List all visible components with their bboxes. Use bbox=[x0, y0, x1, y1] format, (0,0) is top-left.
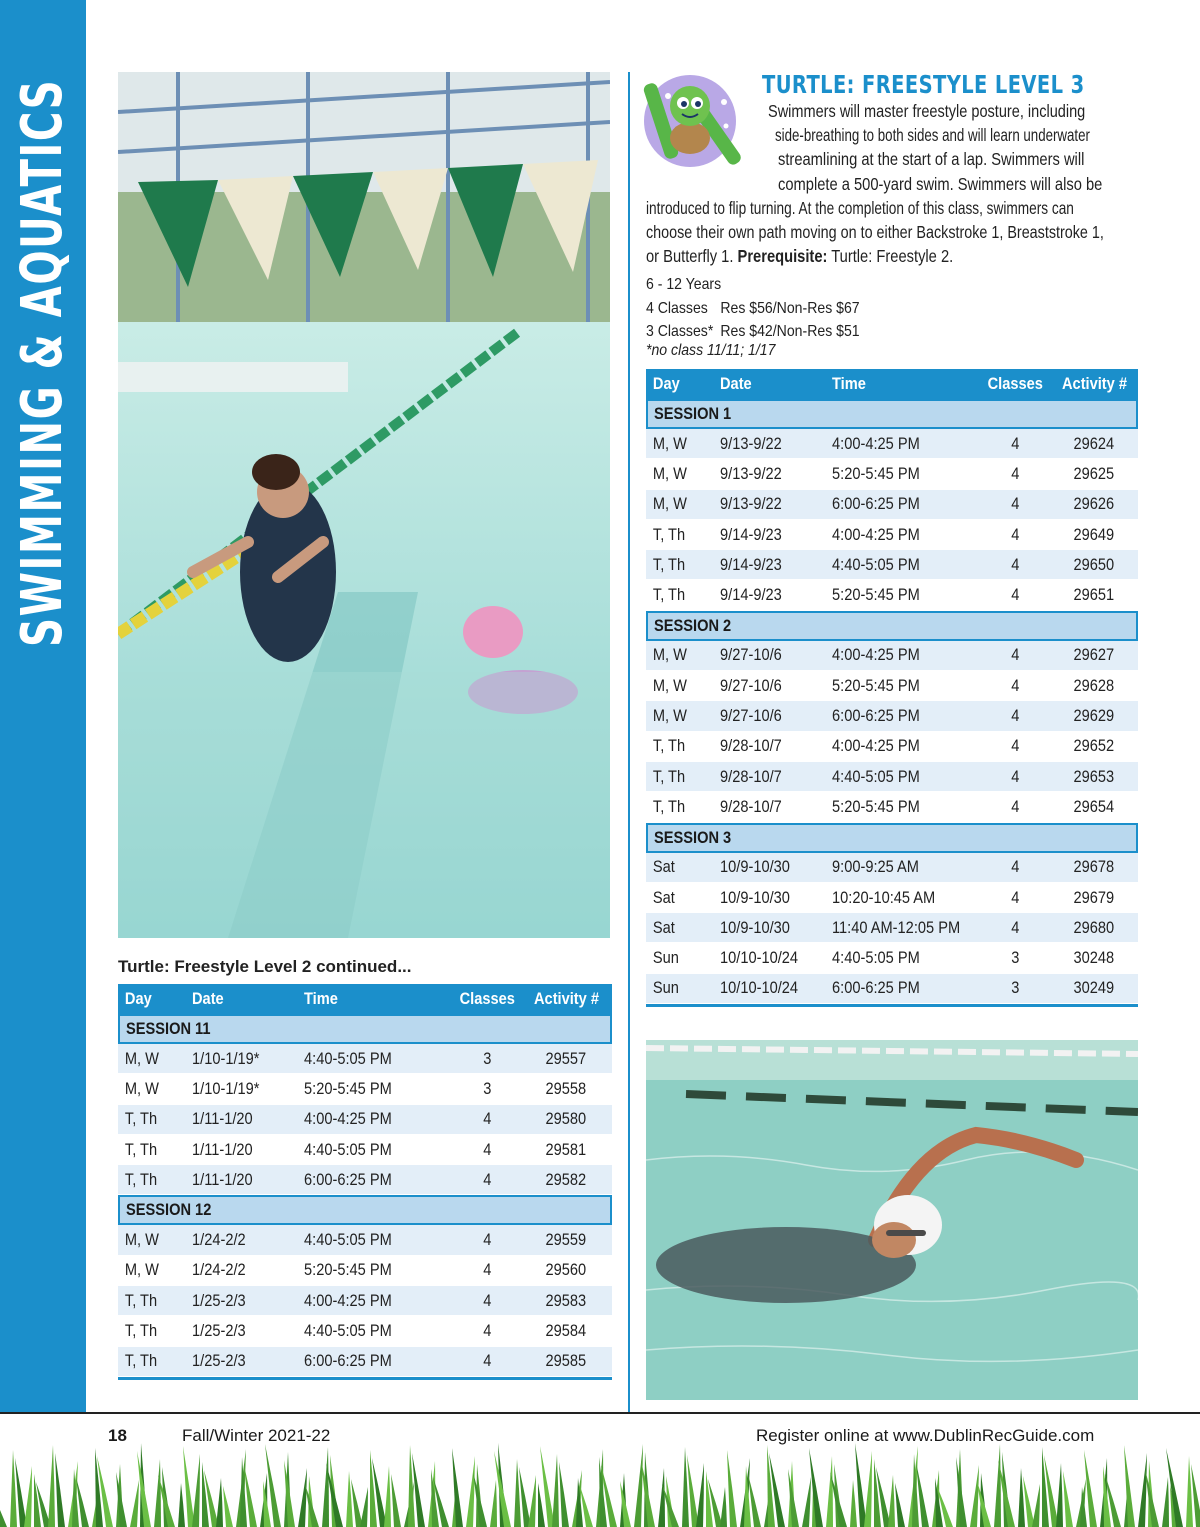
cell-time: 4:00-4:25 PM bbox=[304, 1290, 392, 1310]
cell-activity: 29625 bbox=[1073, 463, 1115, 483]
table-row bbox=[118, 1225, 612, 1255]
cell-time: 6:00-6:25 PM bbox=[832, 706, 920, 726]
cell-classes: 4 bbox=[1011, 917, 1020, 937]
cell-classes: 4 bbox=[1011, 494, 1020, 514]
cell-date: 10/9-10/30 bbox=[720, 857, 790, 877]
session-header bbox=[646, 399, 1138, 429]
table-row bbox=[646, 732, 1138, 762]
cell-date: 9/14-9/23 bbox=[720, 524, 782, 544]
cell-time: 4:40-5:05 PM bbox=[304, 1048, 392, 1068]
pricing-price: Res $56/Non-Res $67 bbox=[720, 300, 860, 317]
cell-day: T, Th bbox=[652, 766, 686, 786]
cell-date: 1/11-1/20 bbox=[192, 1169, 253, 1189]
cell-date: 1/11-1/20 bbox=[192, 1139, 253, 1159]
cell-classes: 4 bbox=[483, 1230, 492, 1250]
cell-day: Sun bbox=[652, 978, 679, 998]
table-row bbox=[118, 1165, 612, 1195]
cell-classes: 4 bbox=[1011, 645, 1020, 665]
table-header-row bbox=[646, 369, 1138, 399]
cell-activity: 29653 bbox=[1073, 766, 1115, 786]
cell-classes: 4 bbox=[1011, 887, 1020, 907]
cell-day: T, Th bbox=[124, 1139, 158, 1159]
cell-activity: 29557 bbox=[545, 1048, 587, 1068]
cell-day: Sat bbox=[652, 857, 675, 877]
cell-classes: 4 bbox=[1011, 433, 1020, 453]
cell-time: 4:40-5:05 PM bbox=[832, 766, 920, 786]
grass-decoration bbox=[0, 1440, 1200, 1527]
cell-day: Sat bbox=[652, 917, 675, 937]
cell-time: 4:40-5:05 PM bbox=[304, 1139, 392, 1159]
footer-season: Fall/Winter 2021-22 bbox=[182, 1426, 331, 1445]
description-line: complete a 500-yard swim. Swimmers will also be bbox=[778, 174, 1103, 194]
description-prereq-line bbox=[646, 246, 953, 267]
table-row bbox=[118, 1105, 612, 1135]
cell-time: 4:40-5:05 PM bbox=[304, 1230, 392, 1250]
cell-classes: 3 bbox=[483, 1048, 492, 1068]
cell-classes: 4 bbox=[1011, 766, 1020, 786]
cell-time: 4:40-5:05 PM bbox=[304, 1321, 392, 1341]
cell-classes: 3 bbox=[483, 1078, 492, 1098]
cell-activity: 29649 bbox=[1073, 524, 1115, 544]
session-header bbox=[646, 823, 1138, 853]
cell-day: M, W bbox=[652, 433, 687, 453]
cell-date: 9/13-9/22 bbox=[720, 463, 782, 483]
cell-date: 9/13-9/22 bbox=[720, 433, 782, 453]
cell-date: 1/25-2/3 bbox=[192, 1321, 246, 1341]
cell-time: 5:20-5:45 PM bbox=[832, 675, 920, 695]
page-number: 18 bbox=[108, 1426, 127, 1445]
header-classes: Classes bbox=[987, 374, 1043, 393]
cell-activity: 29583 bbox=[545, 1290, 587, 1310]
cell-activity: 29558 bbox=[545, 1078, 587, 1098]
cell-classes: 4 bbox=[1011, 796, 1020, 816]
cell-time: 5:20-5:45 PM bbox=[832, 585, 920, 605]
header-day: Day bbox=[652, 374, 680, 393]
cell-date: 1/10-1/19* bbox=[192, 1048, 260, 1068]
cell-classes: 4 bbox=[1011, 463, 1020, 483]
footer-rule bbox=[0, 1412, 1200, 1414]
pricing-classes: 3 Classes* bbox=[646, 323, 714, 340]
prerequisite-label: Prerequisite: bbox=[737, 246, 828, 266]
cell-date: 9/14-9/23 bbox=[720, 554, 782, 574]
footer-register-link[interactable]: Register online at www.DublinRecGuide.com bbox=[756, 1426, 1095, 1445]
schedule-table-level-2-continued bbox=[118, 984, 612, 1380]
cell-activity: 29629 bbox=[1073, 706, 1115, 726]
cell-date: 10/10-10/24 bbox=[720, 978, 799, 998]
table-row bbox=[646, 883, 1138, 913]
cell-classes: 4 bbox=[483, 1109, 492, 1129]
cell-classes: 4 bbox=[483, 1321, 492, 1341]
cell-activity: 29678 bbox=[1073, 857, 1115, 877]
table-row bbox=[118, 1286, 612, 1316]
cell-classes: 4 bbox=[1011, 585, 1020, 605]
cell-activity: 29582 bbox=[545, 1169, 587, 1189]
cell-time: 6:00-6:25 PM bbox=[832, 494, 920, 514]
cell-classes: 4 bbox=[483, 1351, 492, 1371]
cell-time: 5:20-5:45 PM bbox=[304, 1260, 392, 1280]
cell-time: 4:00-4:25 PM bbox=[832, 736, 920, 756]
header-classes: Classes bbox=[459, 989, 515, 1008]
description-line: choose their own path moving on to either Backstroke 1, Breaststroke 1, bbox=[646, 222, 1104, 242]
cell-activity: 29580 bbox=[545, 1109, 587, 1129]
cell-activity: 29559 bbox=[545, 1230, 587, 1250]
table-row bbox=[646, 974, 1138, 1004]
table-row bbox=[118, 1347, 612, 1377]
cell-day: M, W bbox=[652, 706, 687, 726]
description-line: side-breathing to both sides and will learn underwater bbox=[775, 125, 1090, 145]
cell-classes: 4 bbox=[1011, 857, 1020, 877]
table-row bbox=[646, 520, 1138, 550]
cell-activity: 29581 bbox=[545, 1139, 587, 1159]
description-line: or Butterfly 1. bbox=[646, 246, 734, 266]
cell-time: 4:00-4:25 PM bbox=[304, 1109, 392, 1129]
table-row bbox=[646, 429, 1138, 459]
column-divider bbox=[628, 72, 630, 1412]
cell-day: T, Th bbox=[652, 736, 686, 756]
cell-day: M, W bbox=[652, 463, 687, 483]
cell-day: Sun bbox=[652, 948, 679, 968]
cell-day: T, Th bbox=[124, 1290, 158, 1310]
cell-date: 1/24-2/2 bbox=[192, 1230, 246, 1250]
table-row bbox=[646, 913, 1138, 943]
cell-activity: 29560 bbox=[545, 1260, 587, 1280]
header-activity: Activity # bbox=[534, 989, 600, 1008]
table-header-row bbox=[118, 984, 612, 1014]
description-line: Swimmers will master freestyle posture, including bbox=[768, 101, 1086, 121]
cell-time: 10:20-10:45 AM bbox=[832, 887, 936, 907]
table-row bbox=[118, 1074, 612, 1104]
session-name: SESSION 1 bbox=[654, 404, 732, 423]
cell-day: M, W bbox=[652, 494, 687, 514]
cell-date: 1/25-2/3 bbox=[192, 1290, 246, 1310]
table-row bbox=[646, 490, 1138, 520]
description-line: streamlining at the start of a lap. Swimmers will bbox=[778, 149, 1085, 169]
cell-date: 10/9-10/30 bbox=[720, 917, 790, 937]
cell-day: M, W bbox=[124, 1260, 159, 1280]
cell-time: 5:20-5:45 PM bbox=[304, 1078, 392, 1098]
pricing-classes: 4 Classes bbox=[646, 300, 708, 317]
cell-classes: 4 bbox=[1011, 524, 1020, 544]
table-row bbox=[646, 792, 1138, 822]
cell-date: 1/25-2/3 bbox=[192, 1351, 246, 1371]
schedule-table-level-3 bbox=[646, 369, 1138, 1007]
table-row bbox=[646, 762, 1138, 792]
table-row bbox=[118, 1256, 612, 1286]
cell-time: 4:00-4:25 PM bbox=[832, 645, 920, 665]
table-row bbox=[118, 1135, 612, 1165]
cell-time: 6:00-6:25 PM bbox=[832, 978, 920, 998]
cell-day: T, Th bbox=[124, 1109, 158, 1129]
prerequisite-value: Turtle: Freestyle 2. bbox=[831, 246, 954, 266]
section-spine bbox=[0, 0, 86, 1412]
description-line: introduced to flip turning. At the completion of this class, swimmers can bbox=[646, 198, 1074, 218]
cell-classes: 4 bbox=[483, 1139, 492, 1159]
cell-classes: 4 bbox=[1011, 736, 1020, 756]
cell-activity: 29585 bbox=[545, 1351, 587, 1371]
cell-classes: 4 bbox=[483, 1290, 492, 1310]
cell-time: 4:00-4:25 PM bbox=[832, 433, 920, 453]
pool-lesson-photo bbox=[118, 72, 610, 938]
cell-activity: 29652 bbox=[1073, 736, 1115, 756]
schedule-note: *no class 11/11; 1/17 bbox=[646, 342, 776, 359]
cell-day: T, Th bbox=[124, 1169, 158, 1189]
cell-activity: 29628 bbox=[1073, 675, 1115, 695]
age-range: 6 - 12 Years bbox=[646, 276, 722, 293]
cell-day: M, W bbox=[124, 1048, 159, 1068]
spine-title: SWIMMING & AQUATICS bbox=[10, 78, 75, 648]
cell-classes: 4 bbox=[1011, 675, 1020, 695]
header-activity: Activity # bbox=[1062, 374, 1128, 393]
header-time: Time bbox=[832, 374, 866, 393]
cell-day: T, Th bbox=[652, 524, 686, 544]
header-time: Time bbox=[304, 989, 338, 1008]
cell-activity: 29651 bbox=[1073, 585, 1115, 605]
header-date: Date bbox=[720, 374, 752, 393]
cell-time: 6:00-6:25 PM bbox=[304, 1351, 392, 1371]
cell-date: 10/10-10/24 bbox=[720, 948, 799, 968]
table-row bbox=[646, 641, 1138, 671]
table-row bbox=[118, 1044, 612, 1074]
cell-date: 1/11-1/20 bbox=[192, 1109, 253, 1129]
cell-time: 4:40-5:05 PM bbox=[832, 554, 920, 574]
table-row bbox=[646, 701, 1138, 731]
continued-table-caption: Turtle: Freestyle Level 2 continued... bbox=[118, 957, 412, 976]
cell-time: 4:00-4:25 PM bbox=[832, 524, 920, 544]
cell-classes: 3 bbox=[1011, 948, 1020, 968]
cell-activity: 29626 bbox=[1073, 494, 1115, 514]
session-header bbox=[118, 1195, 612, 1225]
cell-date: 9/14-9/23 bbox=[720, 585, 782, 605]
pricing-row bbox=[646, 300, 860, 318]
table-bottom-rule bbox=[118, 1377, 612, 1380]
cell-time: 5:20-5:45 PM bbox=[832, 796, 920, 816]
cell-time: 5:20-5:45 PM bbox=[832, 463, 920, 483]
cell-time: 6:00-6:25 PM bbox=[304, 1169, 392, 1189]
table-row bbox=[646, 580, 1138, 610]
cell-time: 11:40 AM-12:05 PM bbox=[832, 917, 961, 937]
section-title: TURTLE: FREESTYLE LEVEL 3 bbox=[762, 70, 1085, 99]
session-name: SESSION 3 bbox=[654, 827, 732, 847]
table-row bbox=[646, 853, 1138, 883]
cell-date: 9/28-10/7 bbox=[720, 736, 782, 756]
turtle-mascot-icon bbox=[642, 72, 754, 170]
cell-day: M, W bbox=[652, 675, 687, 695]
cell-day: T, Th bbox=[652, 585, 686, 605]
cell-activity: 29650 bbox=[1073, 554, 1115, 574]
cell-date: 10/9-10/30 bbox=[720, 887, 790, 907]
cell-day: M, W bbox=[652, 645, 687, 665]
freestyle-swimmer-photo bbox=[646, 1040, 1138, 1400]
cell-day: Sat bbox=[652, 887, 675, 907]
cell-classes: 4 bbox=[483, 1169, 492, 1189]
cell-day: M, W bbox=[124, 1230, 159, 1250]
cell-classes: 3 bbox=[1011, 978, 1020, 998]
cell-date: 9/27-10/6 bbox=[720, 675, 782, 695]
cell-activity: 30249 bbox=[1073, 978, 1115, 998]
cell-classes: 4 bbox=[1011, 706, 1020, 726]
cell-classes: 4 bbox=[1011, 554, 1020, 574]
cell-day: T, Th bbox=[652, 554, 686, 574]
table-row bbox=[646, 459, 1138, 489]
cell-activity: 29584 bbox=[545, 1321, 587, 1341]
session-name: SESSION 11 bbox=[126, 1019, 211, 1038]
table-row bbox=[646, 671, 1138, 701]
cell-activity: 29680 bbox=[1073, 917, 1115, 937]
cell-time: 9:00-9:25 AM bbox=[832, 857, 919, 877]
table-bottom-rule bbox=[646, 1004, 1138, 1007]
cell-activity: 29654 bbox=[1073, 796, 1115, 816]
session-header bbox=[118, 1014, 612, 1044]
cell-date: 1/24-2/2 bbox=[192, 1260, 246, 1280]
session-header bbox=[646, 611, 1138, 641]
cell-date: 9/27-10/6 bbox=[720, 645, 782, 665]
cell-activity: 30248 bbox=[1073, 948, 1115, 968]
cell-time: 4:40-5:05 PM bbox=[832, 948, 920, 968]
table-row bbox=[118, 1316, 612, 1346]
cell-classes: 4 bbox=[483, 1260, 492, 1280]
header-day: Day bbox=[124, 989, 152, 1008]
header-date: Date bbox=[192, 989, 224, 1008]
cell-day: T, Th bbox=[652, 796, 686, 816]
pricing-row bbox=[646, 323, 860, 341]
cell-activity: 29679 bbox=[1073, 887, 1115, 907]
cell-date: 9/27-10/6 bbox=[720, 706, 782, 726]
cell-day: T, Th bbox=[124, 1321, 158, 1341]
session-name: SESSION 2 bbox=[654, 615, 732, 635]
cell-day: M, W bbox=[124, 1078, 159, 1098]
cell-date: 9/13-9/22 bbox=[720, 494, 782, 514]
cell-activity: 29627 bbox=[1073, 645, 1115, 665]
cell-date: 1/10-1/19* bbox=[192, 1078, 260, 1098]
cell-date: 9/28-10/7 bbox=[720, 766, 782, 786]
table-row bbox=[646, 943, 1138, 973]
pricing-price: Res $42/Non-Res $51 bbox=[720, 323, 860, 340]
cell-date: 9/28-10/7 bbox=[720, 796, 782, 816]
cell-activity: 29624 bbox=[1073, 433, 1115, 453]
session-name: SESSION 12 bbox=[126, 1200, 212, 1220]
table-row bbox=[646, 550, 1138, 580]
cell-day: T, Th bbox=[124, 1351, 158, 1371]
